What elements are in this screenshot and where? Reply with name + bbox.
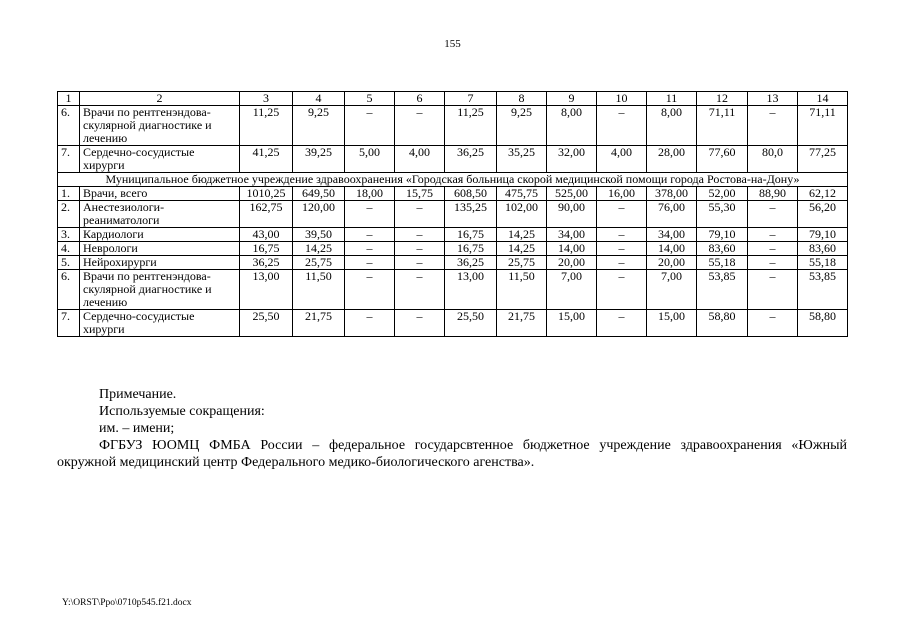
row-number: 7. <box>58 146 80 173</box>
value-cell: 36,25 <box>445 146 497 173</box>
column-number-cell: 5 <box>345 92 395 106</box>
value-cell: 21,75 <box>293 310 345 337</box>
specialty-name: Анестезиологи-реаниматологи <box>80 201 240 228</box>
value-cell: 5,00 <box>345 146 395 173</box>
value-cell: 9,25 <box>497 106 547 146</box>
value-cell: 14,00 <box>547 242 597 256</box>
specialty-name: Кардиологи <box>80 228 240 242</box>
value-cell: 4,00 <box>395 146 445 173</box>
value-cell: 83,60 <box>798 242 848 256</box>
value-cell: – <box>395 228 445 242</box>
column-number-cell: 1 <box>58 92 80 106</box>
row-number: 1. <box>58 187 80 201</box>
column-number-cell: 10 <box>597 92 647 106</box>
value-cell: 34,00 <box>547 228 597 242</box>
value-cell: 58,80 <box>798 310 848 337</box>
section-title: Муниципальное бюджетное учреждение здравоохранения «Городская больница скорой медицинской помощи города Ростова-на-Дону» <box>58 173 848 187</box>
value-cell: 39,25 <box>293 146 345 173</box>
table-row <box>58 242 848 256</box>
value-cell: 1010,25 <box>240 187 293 201</box>
value-cell: 4,00 <box>597 146 647 173</box>
value-cell: 36,25 <box>445 256 497 270</box>
value-cell: 14,25 <box>497 242 547 256</box>
value-cell: – <box>748 270 798 310</box>
row-number: 6. <box>58 106 80 146</box>
value-cell: – <box>345 310 395 337</box>
table-row <box>58 201 848 228</box>
value-cell: – <box>748 106 798 146</box>
column-number-cell: 8 <box>497 92 547 106</box>
value-cell: – <box>395 242 445 256</box>
row-number: 7. <box>58 310 80 337</box>
value-cell: 76,00 <box>647 201 697 228</box>
value-cell: 35,25 <box>497 146 547 173</box>
row-number: 3. <box>58 228 80 242</box>
column-number-cell: 14 <box>798 92 848 106</box>
value-cell: 378,00 <box>647 187 697 201</box>
value-cell: – <box>597 242 647 256</box>
value-cell: 21,75 <box>497 310 547 337</box>
value-cell: 11,50 <box>293 270 345 310</box>
value-cell: 56,20 <box>798 201 848 228</box>
value-cell: 88,90 <box>748 187 798 201</box>
value-cell: – <box>345 106 395 146</box>
value-cell: 77,60 <box>697 146 748 173</box>
value-cell: 11,25 <box>240 106 293 146</box>
table-row <box>58 270 848 310</box>
value-cell: 14,25 <box>293 242 345 256</box>
value-cell: 16,75 <box>240 242 293 256</box>
value-cell: 13,00 <box>445 270 497 310</box>
value-cell: 62,12 <box>798 187 848 201</box>
value-cell: – <box>345 256 395 270</box>
table-row <box>58 106 848 146</box>
value-cell: – <box>748 242 798 256</box>
column-number-row <box>58 92 848 106</box>
value-cell: 475,75 <box>497 187 547 201</box>
value-cell: – <box>748 310 798 337</box>
row-number: 4. <box>58 242 80 256</box>
column-number-cell: 7 <box>445 92 497 106</box>
value-cell: 15,00 <box>547 310 597 337</box>
value-cell: 120,00 <box>293 201 345 228</box>
value-cell: 53,85 <box>697 270 748 310</box>
column-number-cell: 2 <box>80 92 240 106</box>
row-number: 5. <box>58 256 80 270</box>
page-number: 155 <box>444 38 461 50</box>
value-cell: 90,00 <box>547 201 597 228</box>
value-cell: 16,00 <box>597 187 647 201</box>
value-cell: – <box>597 228 647 242</box>
value-cell: 25,75 <box>497 256 547 270</box>
abbreviations-heading: Используемые сокращения: <box>99 404 265 419</box>
row-number: 2. <box>58 201 80 228</box>
value-cell: 58,80 <box>697 310 748 337</box>
column-number-cell: 12 <box>697 92 748 106</box>
specialty-name: Врачи по рентгенэндова-скулярной диагностике и лечению <box>80 270 240 310</box>
file-path-footer: Y:\ORST\Ppo\0710p545.f21.docx <box>62 598 192 608</box>
specialty-name: Сердечно-сосудистые хирурги <box>80 310 240 337</box>
value-cell: 8,00 <box>647 106 697 146</box>
value-cell: – <box>345 228 395 242</box>
column-number-cell: 13 <box>748 92 798 106</box>
value-cell: 11,25 <box>445 106 497 146</box>
value-cell: 18,00 <box>345 187 395 201</box>
value-cell: 55,30 <box>697 201 748 228</box>
value-cell: 162,75 <box>240 201 293 228</box>
value-cell: 16,75 <box>445 242 497 256</box>
table-row <box>58 187 848 201</box>
notes <box>57 386 847 471</box>
value-cell: 14,00 <box>647 242 697 256</box>
value-cell: 43,00 <box>240 228 293 242</box>
value-cell: 14,25 <box>497 228 547 242</box>
value-cell: 53,85 <box>798 270 848 310</box>
value-cell: – <box>597 201 647 228</box>
value-cell: 8,00 <box>547 106 597 146</box>
value-cell: 79,10 <box>798 228 848 242</box>
value-cell: 7,00 <box>647 270 697 310</box>
value-cell: 649,50 <box>293 187 345 201</box>
column-number-cell: 3 <box>240 92 293 106</box>
table-body <box>58 92 848 337</box>
value-cell: 32,00 <box>547 146 597 173</box>
specialty-name: Сердечно-сосудистые хирурги <box>80 146 240 173</box>
value-cell: 80,0 <box>748 146 798 173</box>
column-number-cell: 6 <box>395 92 445 106</box>
value-cell: 608,50 <box>445 187 497 201</box>
column-number-cell: 4 <box>293 92 345 106</box>
specialty-name: Нейрохирурги <box>80 256 240 270</box>
value-cell: – <box>395 201 445 228</box>
value-cell: 135,25 <box>445 201 497 228</box>
value-cell: 20,00 <box>547 256 597 270</box>
value-cell: 79,10 <box>697 228 748 242</box>
value-cell: 52,00 <box>697 187 748 201</box>
value-cell: 77,25 <box>798 146 848 173</box>
specialty-name: Врачи, всего <box>80 187 240 201</box>
value-cell: 83,60 <box>697 242 748 256</box>
value-cell: 36,25 <box>240 256 293 270</box>
value-cell: 15,00 <box>647 310 697 337</box>
value-cell: – <box>597 256 647 270</box>
abbreviation-2: ФГБУЗ ЮОМЦ ФМБА России – федеральное государсвтенное бюджетное учреждение здравоохранения «Южный окружной медицинский центр Федерального медико-биологического агенства». <box>57 438 847 470</box>
table-row <box>58 310 848 337</box>
section-row <box>58 173 848 187</box>
value-cell: 9,25 <box>293 106 345 146</box>
value-cell: – <box>748 201 798 228</box>
value-cell: – <box>395 256 445 270</box>
note-title: Примечание. <box>99 387 177 402</box>
row-number: 6. <box>58 270 80 310</box>
value-cell: – <box>345 270 395 310</box>
staffing-table <box>57 91 848 337</box>
value-cell: 25,50 <box>240 310 293 337</box>
value-cell: 16,75 <box>445 228 497 242</box>
value-cell: 15,75 <box>395 187 445 201</box>
abbreviation-1: им. – имени; <box>99 421 175 436</box>
value-cell: 7,00 <box>547 270 597 310</box>
value-cell: – <box>748 228 798 242</box>
value-cell: – <box>597 270 647 310</box>
value-cell: 39,50 <box>293 228 345 242</box>
value-cell: – <box>748 256 798 270</box>
value-cell: 55,18 <box>798 256 848 270</box>
value-cell: – <box>395 106 445 146</box>
value-cell: – <box>597 106 647 146</box>
value-cell: 28,00 <box>647 146 697 173</box>
value-cell: 20,00 <box>647 256 697 270</box>
value-cell: 34,00 <box>647 228 697 242</box>
value-cell: 71,11 <box>798 106 848 146</box>
specialty-name: Неврологи <box>80 242 240 256</box>
value-cell: – <box>395 310 445 337</box>
table-row <box>58 228 848 242</box>
value-cell: 41,25 <box>240 146 293 173</box>
column-number-cell: 9 <box>547 92 597 106</box>
specialty-name: Врачи по рентгенэндова-скулярной диагностике и лечению <box>80 106 240 146</box>
table-row <box>58 256 848 270</box>
table-row <box>58 146 848 173</box>
value-cell: 25,50 <box>445 310 497 337</box>
value-cell: 55,18 <box>697 256 748 270</box>
value-cell: – <box>597 310 647 337</box>
value-cell: 13,00 <box>240 270 293 310</box>
value-cell: – <box>345 201 395 228</box>
value-cell: 71,11 <box>697 106 748 146</box>
column-number-cell: 11 <box>647 92 697 106</box>
value-cell: – <box>395 270 445 310</box>
value-cell: 25,75 <box>293 256 345 270</box>
value-cell: 11,50 <box>497 270 547 310</box>
value-cell: 102,00 <box>497 201 547 228</box>
value-cell: 525,00 <box>547 187 597 201</box>
value-cell: – <box>345 242 395 256</box>
